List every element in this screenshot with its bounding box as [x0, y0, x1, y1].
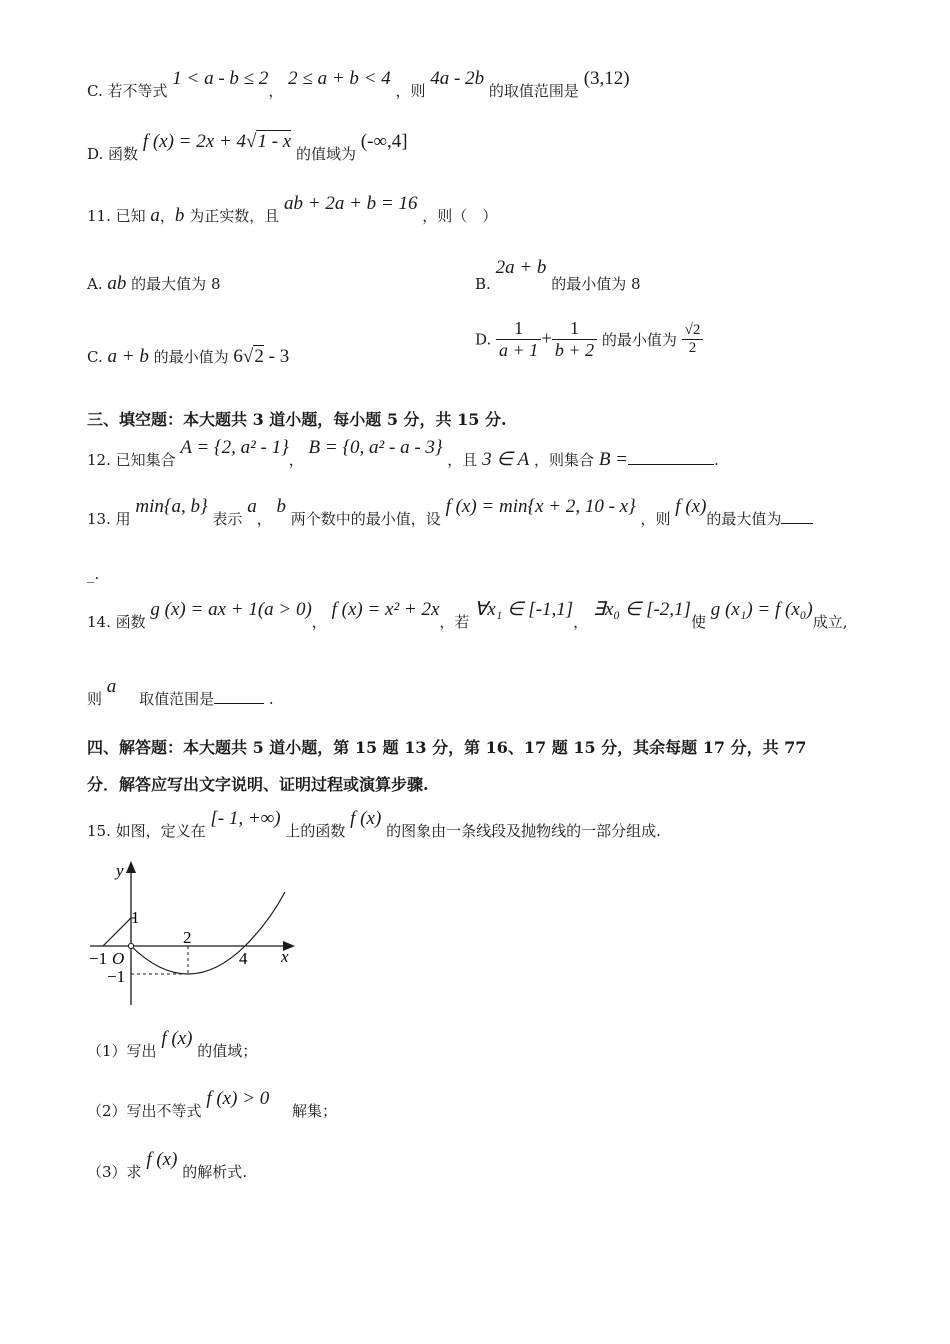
option-label: B. [475, 275, 491, 293]
x-axis-label: x [281, 947, 289, 966]
q11-option-d [475, 318, 703, 361]
q14-continued [87, 676, 274, 710]
text: 的取值范围是 [488, 82, 579, 100]
var-a: a [150, 205, 160, 226]
text: 13. 用 [87, 510, 131, 528]
text: 取值范围是 [139, 690, 215, 708]
text: 的最小值为 [601, 331, 677, 349]
line-segment [103, 918, 131, 946]
q14 [87, 599, 848, 633]
text: ，则 [395, 82, 426, 100]
option-label: C. 若不等式 [87, 82, 168, 100]
function-expression: f (x) = 2x + 4 [142, 131, 247, 152]
q15-part-2 [87, 1088, 338, 1122]
text: . [714, 451, 719, 469]
section-4-heading-line-2: 分．解答应写出文字说明、证明过程或演算步骤. [87, 775, 429, 794]
inequality: f (x) > 0 [206, 1088, 270, 1109]
text: ， [573, 613, 589, 631]
text: 的解析式. [182, 1163, 248, 1181]
q11-stem [87, 193, 498, 227]
function: f (x) [161, 1028, 193, 1049]
text: ，则 [640, 510, 671, 528]
text: 表示 [212, 510, 243, 528]
set-b-label: B = [598, 449, 629, 470]
function-g: g (x) = ax + 1(a > 0) [150, 599, 312, 620]
q13 [87, 496, 813, 530]
fraction-2 [552, 318, 597, 361]
value: - 3 [268, 346, 290, 367]
tick-label-y-neg1: −1 [107, 967, 126, 986]
forall-condition: ∀x₁ ∈ [-1,1] [474, 599, 574, 620]
sqrt-icon: √ [242, 346, 254, 367]
denominator: 2 [688, 340, 697, 356]
expression: 4a - 2b [430, 68, 485, 89]
q12 [87, 437, 719, 471]
denominator: b + 2 [554, 340, 595, 360]
plus: + [541, 328, 552, 350]
text: 的最大值为 8 [131, 275, 221, 293]
option-label: D. [475, 330, 492, 349]
answer-blank[interactable] [214, 703, 264, 704]
condition: 3 ∈ A [482, 449, 530, 470]
domain: [- 1, +∞) [210, 808, 281, 829]
answer: (3,12) [583, 68, 630, 89]
option-label: C. [87, 348, 103, 366]
sqrt-content: 1 - x [257, 131, 292, 152]
var-a: a [247, 496, 257, 517]
text: 的最小值为 8 [551, 275, 641, 293]
text: 两个数中的最小值，设 [290, 510, 441, 528]
q10-option-d [87, 131, 408, 165]
denominator: a + 1 [499, 340, 539, 360]
numerator: 1 [552, 318, 597, 340]
text: 的最小值为 [153, 348, 229, 366]
text: 14. 函数 [87, 613, 146, 631]
min-expression: min{a, b} [135, 496, 208, 517]
function: f (x) [146, 1149, 178, 1170]
answer: (-∞,4] [360, 131, 408, 152]
open-point [128, 943, 133, 948]
function-f: f (x) = x² + 2x [331, 599, 440, 620]
option-label: D. 函数 [87, 145, 139, 163]
numerator: 1 [496, 318, 541, 340]
text: 的值域； [197, 1042, 258, 1060]
y-axis-label: y [116, 861, 124, 880]
inequality-2: 2 ≤ a + b < 4 [288, 68, 391, 89]
text: . [268, 690, 274, 708]
set-a: A = {2, a² - 1} [180, 437, 289, 458]
value: 6 [233, 346, 243, 367]
text: ， [159, 207, 175, 225]
numerator: √2 [682, 322, 704, 340]
text: 为正实数，且 [189, 207, 280, 225]
y-axis-arrow-icon [126, 861, 136, 873]
text: 的最大值为 [706, 510, 782, 528]
var-a: a [106, 676, 117, 697]
separator: ， [268, 82, 284, 100]
expression: ab [107, 273, 127, 294]
text: ， [311, 613, 327, 631]
function-definition: f (x) = min{x + 2, 10 - x} [445, 496, 636, 517]
text: 使 [690, 613, 706, 631]
text: ， [288, 451, 304, 469]
answer-fraction [682, 322, 704, 357]
tick-label-x-neg1: −1 [89, 949, 108, 968]
text: 的值域为 [296, 145, 357, 163]
part-label: （2）写出不等式 [87, 1102, 202, 1120]
inequality-1: 1 < a - b ≤ 2 [172, 68, 269, 89]
text: 成立, [812, 613, 848, 631]
fraction-1 [496, 318, 541, 361]
text: 15. 如图，定义在 [87, 822, 206, 840]
function: f (x) [350, 808, 382, 829]
part-label: （3）求 [87, 1163, 142, 1181]
q15-stem [87, 808, 661, 842]
text: 上的函数 [285, 822, 346, 840]
parabola [131, 892, 285, 974]
text: 则 [87, 690, 103, 708]
q15-part-3 [87, 1149, 248, 1183]
option-label: A. [87, 275, 103, 293]
tick-label-x-4: 4 [239, 949, 248, 968]
text: 11. 已知 [87, 207, 146, 225]
condition: ab + 2a + b = 16 [284, 193, 418, 214]
sqrt-content: 2 [254, 346, 264, 367]
text: ，则（ ） [422, 207, 498, 225]
var-b: b [276, 496, 286, 517]
part-label: （1）写出 [87, 1042, 157, 1060]
q11-option-a [87, 273, 220, 295]
equation: g (x₁) = f (x₀) [710, 599, 813, 620]
text: 12. 已知集合 [87, 451, 176, 469]
text: ，且 [447, 451, 478, 469]
tick-label-x-2: 2 [183, 928, 192, 947]
q15-part-1 [87, 1028, 258, 1062]
sqrt-icon: √ [246, 131, 257, 152]
text: 解集； [292, 1102, 338, 1120]
answer-blank[interactable] [628, 464, 714, 465]
origin-label: O [112, 949, 125, 968]
var-b: b [174, 205, 185, 226]
q11-option-c [87, 346, 289, 368]
tick-label-y-1: 1 [131, 908, 140, 927]
section-4-heading-line-1: 四、解答题：本大题共 5 道小题，第 15 题 13 分，第 16、17 题 15 分，其余每题 17 分，共 77 [87, 738, 807, 757]
text: ，若 [439, 613, 470, 631]
exists-condition: ∃x₀ ∈ [-2,1] [592, 599, 691, 620]
section-3-heading: 三、填空题：本大题共 3 道小题，每小题 5 分，共 15 分. [87, 410, 507, 429]
q13-continued: _. [87, 565, 100, 583]
answer-blank[interactable] [781, 523, 813, 524]
set-b: B = {0, a² - a - 3} [308, 437, 443, 458]
function: f (x) [675, 496, 707, 517]
function-graph [85, 855, 305, 1010]
text: ， [256, 510, 272, 528]
text: ，则集合 [534, 451, 595, 469]
expression: 2a + b [495, 257, 547, 278]
q10-option-c [87, 68, 630, 102]
expression: a + b [107, 346, 149, 367]
text: 的图象由一条线段及抛物线的一部分组成. [386, 822, 661, 840]
q11-option-b [475, 257, 641, 295]
